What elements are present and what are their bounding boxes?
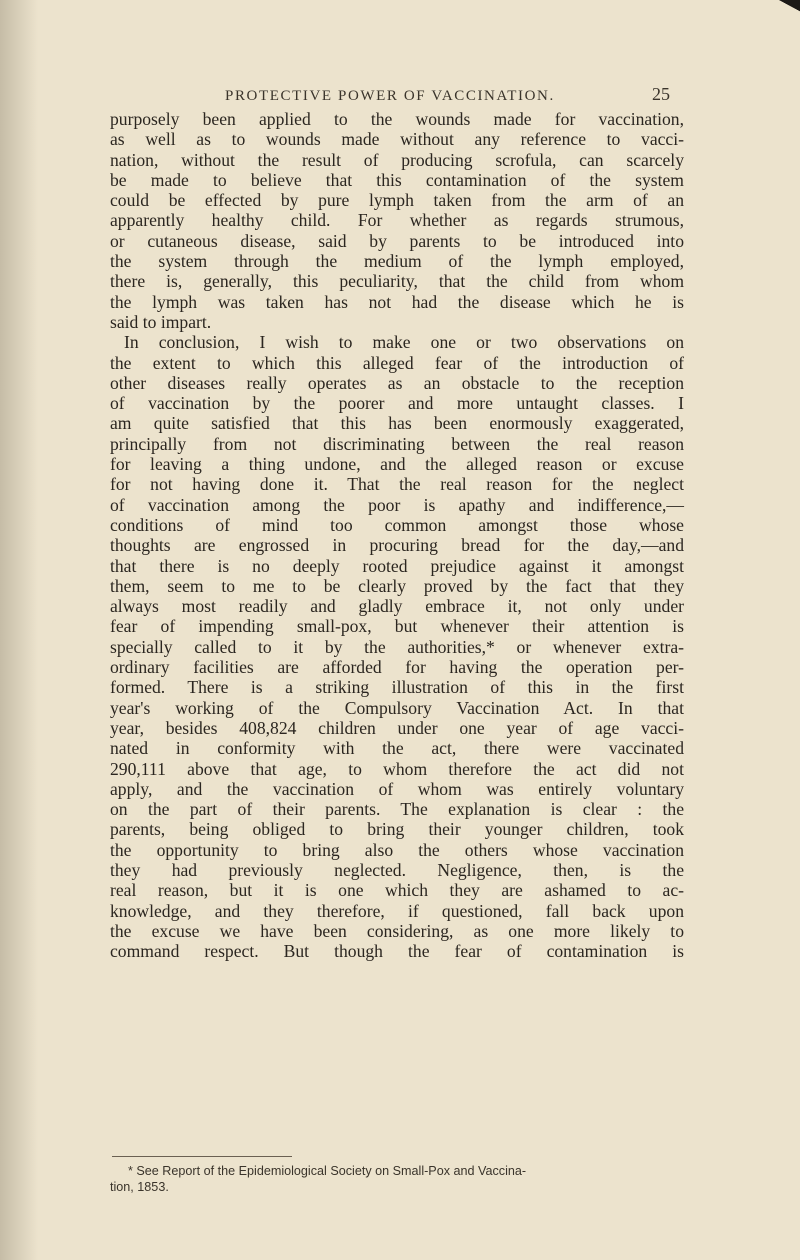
text-line: nated in conformity with the act, there were vaccinated <box>110 738 684 759</box>
text-line: am quite satisfied that this has been enormously exaggerated, <box>110 413 684 434</box>
text-line: ordinary facilities are afforded for having the operation per- <box>110 657 684 678</box>
text-line: for leaving a thing undone, and the alleged reason or excuse <box>110 454 684 475</box>
text-line: 290,111 above that age, to whom therefore the act did not <box>110 758 684 779</box>
text-line: them, seem to me to be clearly proved by the fact that they <box>110 575 684 596</box>
text-line: the excuse we have been considering, as one more likely to <box>110 920 684 941</box>
text-line: the lymph was taken has not had the disease which he is <box>110 291 684 312</box>
text-line: command respect. But though the fear of contamination is <box>110 941 684 962</box>
page-edge-shadow <box>0 0 38 1260</box>
text-line: for not having done it. That the real reason for the neglect <box>110 474 684 495</box>
text-line: of vaccination by the poorer and more untaught classes. I <box>110 393 684 414</box>
footnote-rule <box>112 1156 292 1157</box>
running-head: PROTECTIVE POWER OF VACCINATION. <box>225 88 555 104</box>
text-line: principally from not discriminating between the real reason <box>110 433 684 454</box>
footnote <box>110 1163 684 1195</box>
text-line: knowledge, and they therefore, if questioned, fall back upon <box>110 900 684 921</box>
text-line: or cutaneous disease, said by parents to be introduced into <box>110 230 684 251</box>
text-line: be made to believe that this contamination of the system <box>110 169 684 190</box>
text-line: the extent to which this alleged fear of the introduction of <box>110 352 684 373</box>
text-line: year's working of the Compulsory Vaccination Act. In that <box>110 697 684 718</box>
text-line: formed. There is a striking illustration of this in the first <box>110 677 684 698</box>
text-line: thoughts are engrossed in procuring bread for the day,—and <box>110 535 684 556</box>
corner-shadow <box>774 0 800 14</box>
text-line: of vaccination among the poor is apathy and indifference,— <box>110 494 684 515</box>
text-line: nation, without the result of producing scrofula, can scarcely <box>110 149 684 170</box>
body-text <box>110 109 684 961</box>
text-line: that there is no deeply rooted prejudice against it amongst <box>110 555 684 576</box>
text-line: could be effected by pure lymph taken from the arm of an <box>110 190 684 211</box>
text-line: said to impart. <box>110 311 212 332</box>
text-line: other diseases really operates as an obstacle to the reception <box>110 372 684 393</box>
text-line: on the part of their parents. The explanation is clear : the <box>110 799 684 820</box>
text-line: as well as to wounds made without any reference to vacci- <box>110 129 684 150</box>
text-line: In conclusion, I wish to make one or two observations on <box>124 332 684 353</box>
text-line: fear of impending small-pox, but whenever their attention is <box>110 616 684 637</box>
text-line: there is, generally, this peculiarity, that the child from whom <box>110 271 684 292</box>
text-line: specially called to it by the authorities,* or whenever extra- <box>110 636 684 657</box>
text-line: real reason, but it is one which they are ashamed to ac- <box>110 880 684 901</box>
text-line: year, besides 408,824 children under one year of age vacci- <box>110 717 684 738</box>
text-line: conditions of mind too common amongst those whose <box>110 514 684 535</box>
text-line: they had previously neglected. Negligence, then, is the <box>110 859 684 880</box>
text-line: always most readily and gladly embrace it, not only under <box>110 596 684 617</box>
text-line: purposely been applied to the wounds made for vaccination, <box>110 109 684 129</box>
page-number: 25 <box>652 84 670 104</box>
footnote-line: tion, 1853. <box>110 1180 169 1194</box>
footnote-line: * See Report of the Epidemiological Society on Small-Pox and Vaccina- <box>128 1164 527 1178</box>
text-line: the system through the medium of the lymph employed, <box>110 251 684 272</box>
text-line: apply, and the vaccination of whom was entirely voluntary <box>110 778 684 799</box>
text-line: apparently healthy child. For whether as regards strumous, <box>110 210 684 231</box>
text-line: parents, being obliged to bring their younger children, took <box>110 819 684 840</box>
text-line: the opportunity to bring also the others whose vaccination <box>110 839 684 860</box>
